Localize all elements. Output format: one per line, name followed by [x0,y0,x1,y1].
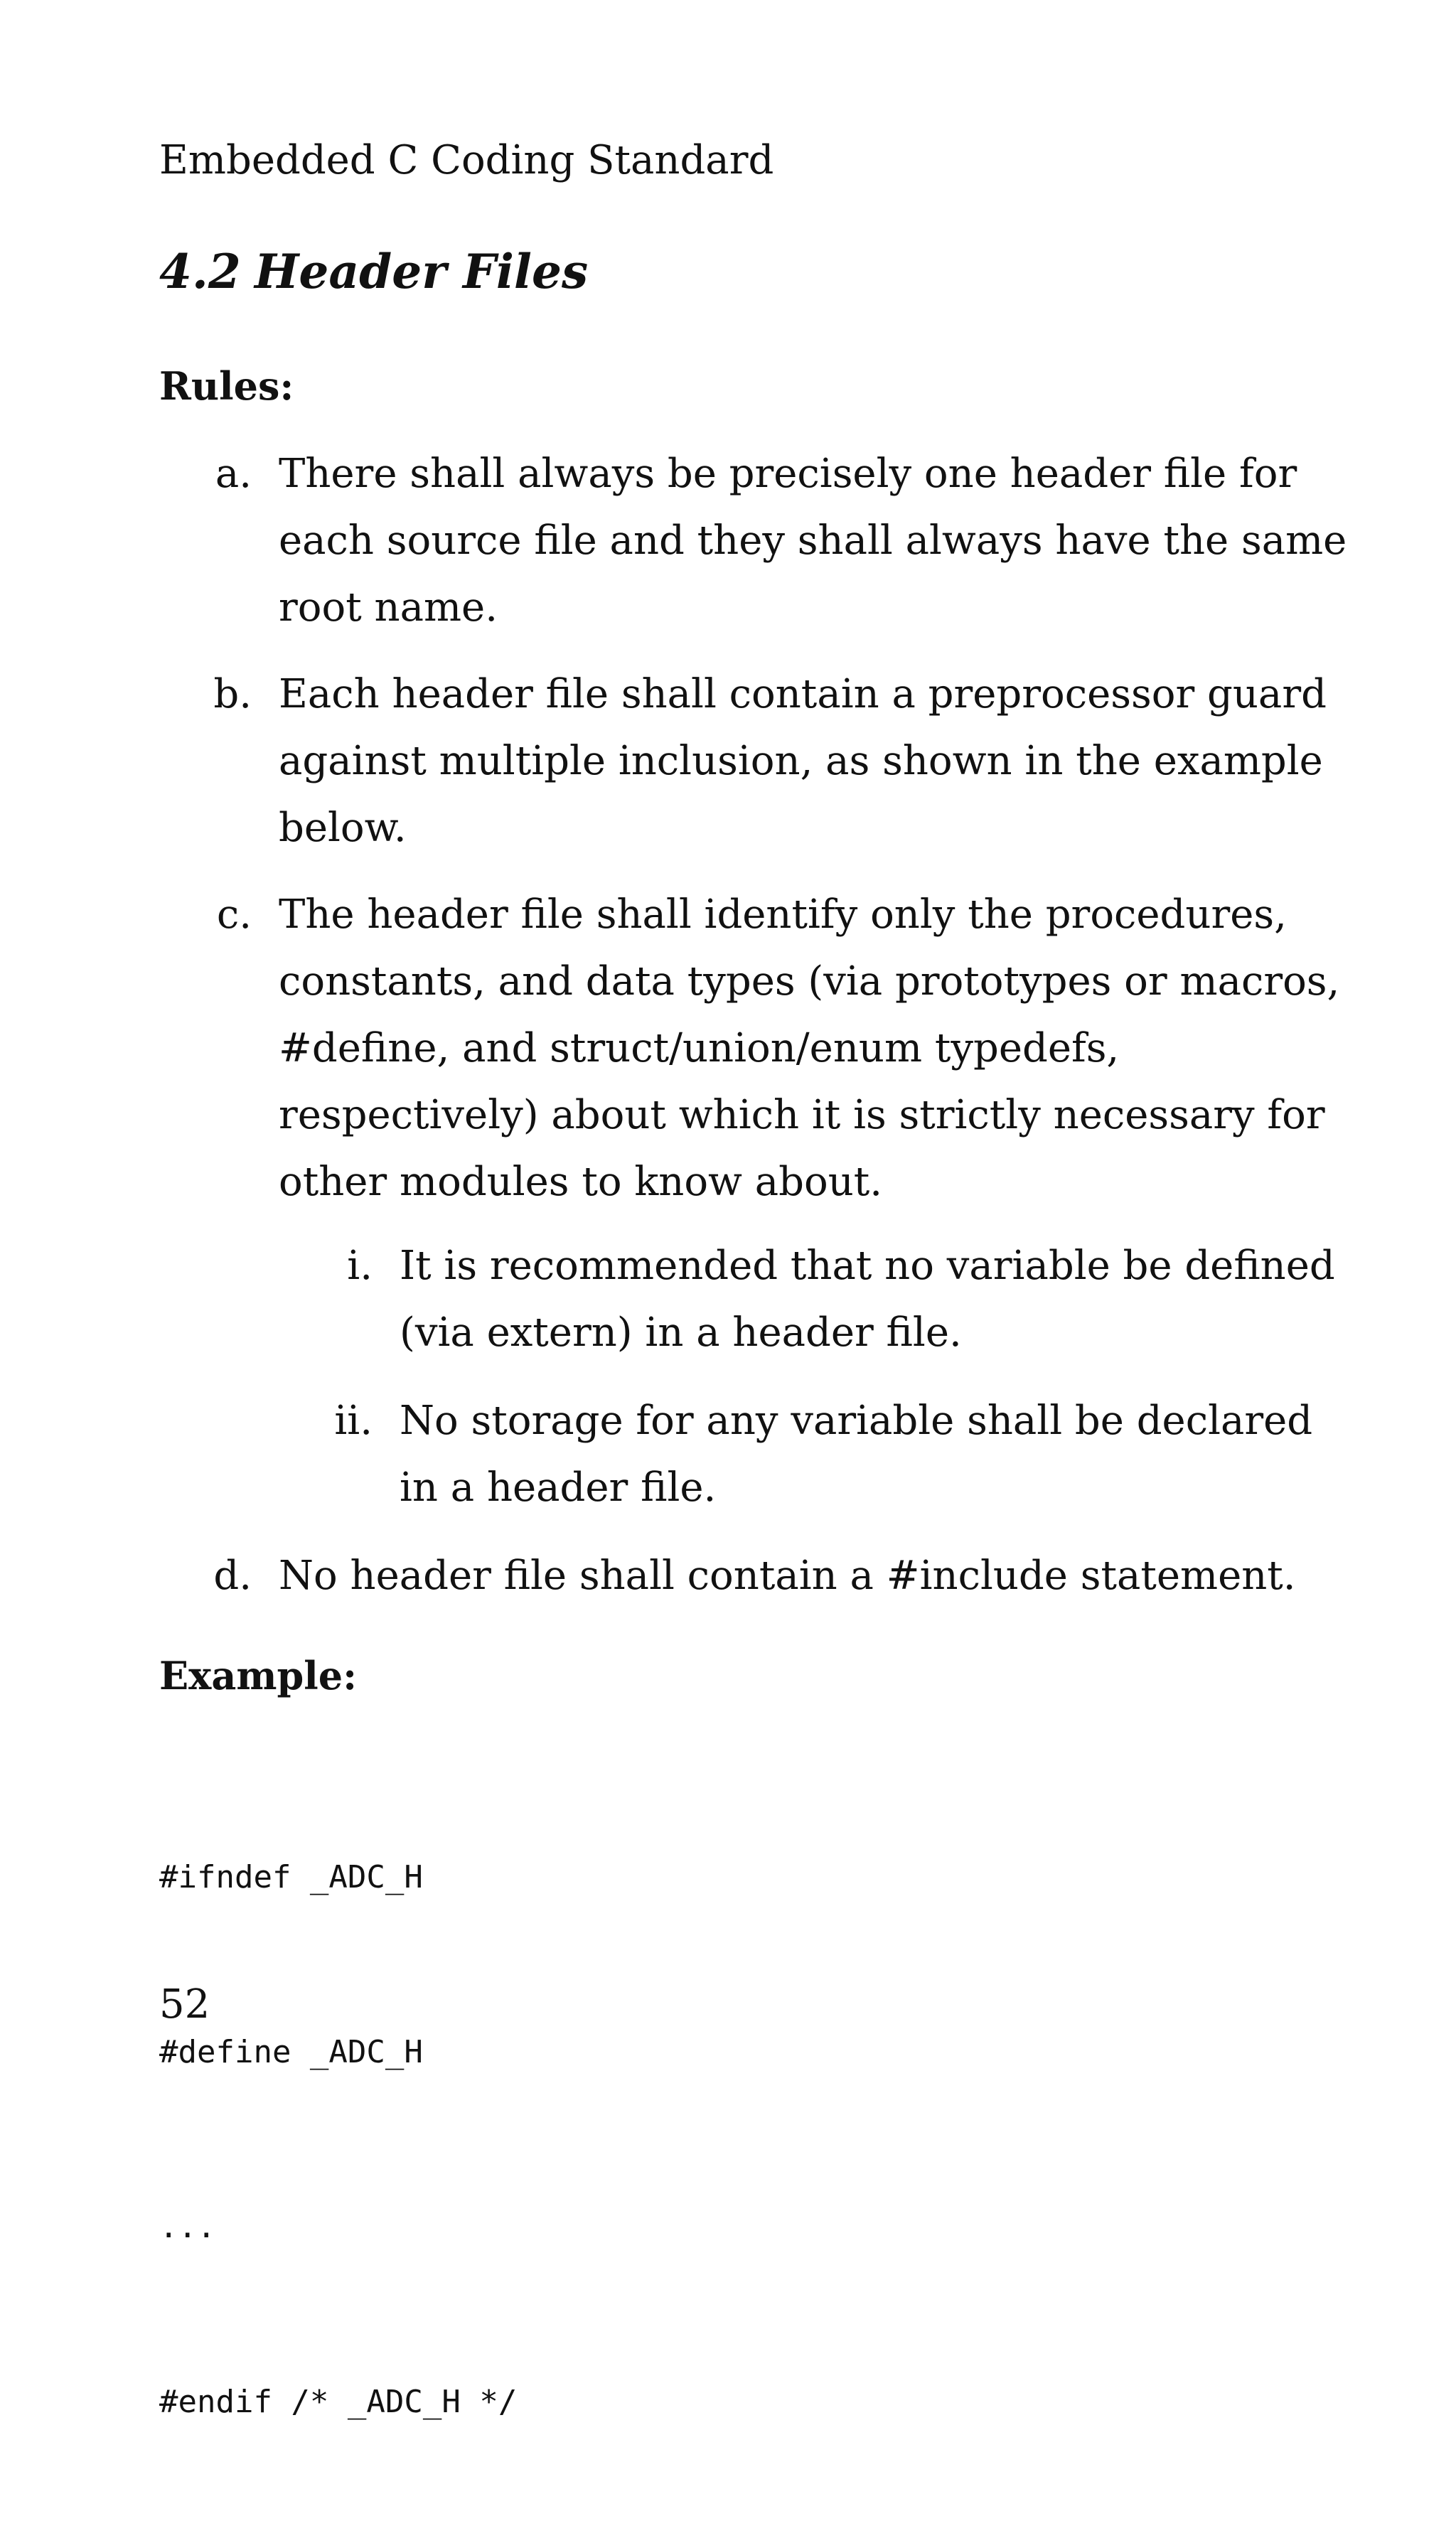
rule-line: below. [279,805,407,851]
code-line: ... [159,2209,216,2245]
rule-text [279,882,1339,1216]
rules-label: Rules: [159,363,294,409]
rule-line: each source file and they shall always have the same [279,518,1347,564]
rule-text [279,1543,1296,1610]
subrule-line: No storage for any variable shall be declared [400,1398,1313,1444]
code-line: #ifndef _ADC_H [159,1859,423,1895]
rule-line: other modules to know about. [279,1159,883,1205]
rule-text [279,441,1347,641]
rule-text [279,661,1327,862]
code-line: #endif /* _ADC_H */ [159,2384,518,2420]
section-heading [159,242,588,301]
subrule-line: in a header file. [400,1465,717,1511]
code-example [159,1732,517,2548]
rule-line: The header file shall identify only the procedures, [279,892,1287,938]
subrule-text [400,1388,1312,1521]
rule-marker: a. [215,451,252,497]
rule-line: root name. [279,584,498,631]
rule-marker: d. [213,1553,252,1599]
subrule-text [400,1233,1335,1366]
section-title: Header Files [255,244,589,299]
example-label: Example: [159,1653,358,1698]
rule-marker: b. [213,671,252,717]
rule-line: Each header file shall contain a preprocessor guard [279,671,1327,717]
subrule-line: (via extern) in a header file. [400,1310,962,1356]
section-number: 4.2 [159,244,241,299]
running-header: Embedded C Coding Standard [159,137,774,183]
rule-line: No header file shall contain a #include statement. [279,1553,1296,1599]
subrule-marker: i. [347,1243,373,1289]
subrule-marker: ii. [334,1398,373,1444]
page-number: 52 [159,1981,210,2028]
rule-line: against multiple inclusion, as shown in the example [279,738,1323,784]
subrule-line: It is recommended that no variable be defined [400,1243,1335,1289]
rule-line: There shall always be precisely one header file for [279,451,1297,497]
rule-line: constants, and data types (via prototypes or macros, [279,958,1340,1005]
code-line: #define _ADC_H [159,2034,423,2070]
rule-marker: c. [216,892,252,938]
rule-line: #define, and struct/union/enum typedefs, [279,1025,1120,1071]
rule-line: respectively) about which it is strictly necessary for [279,1092,1325,1138]
